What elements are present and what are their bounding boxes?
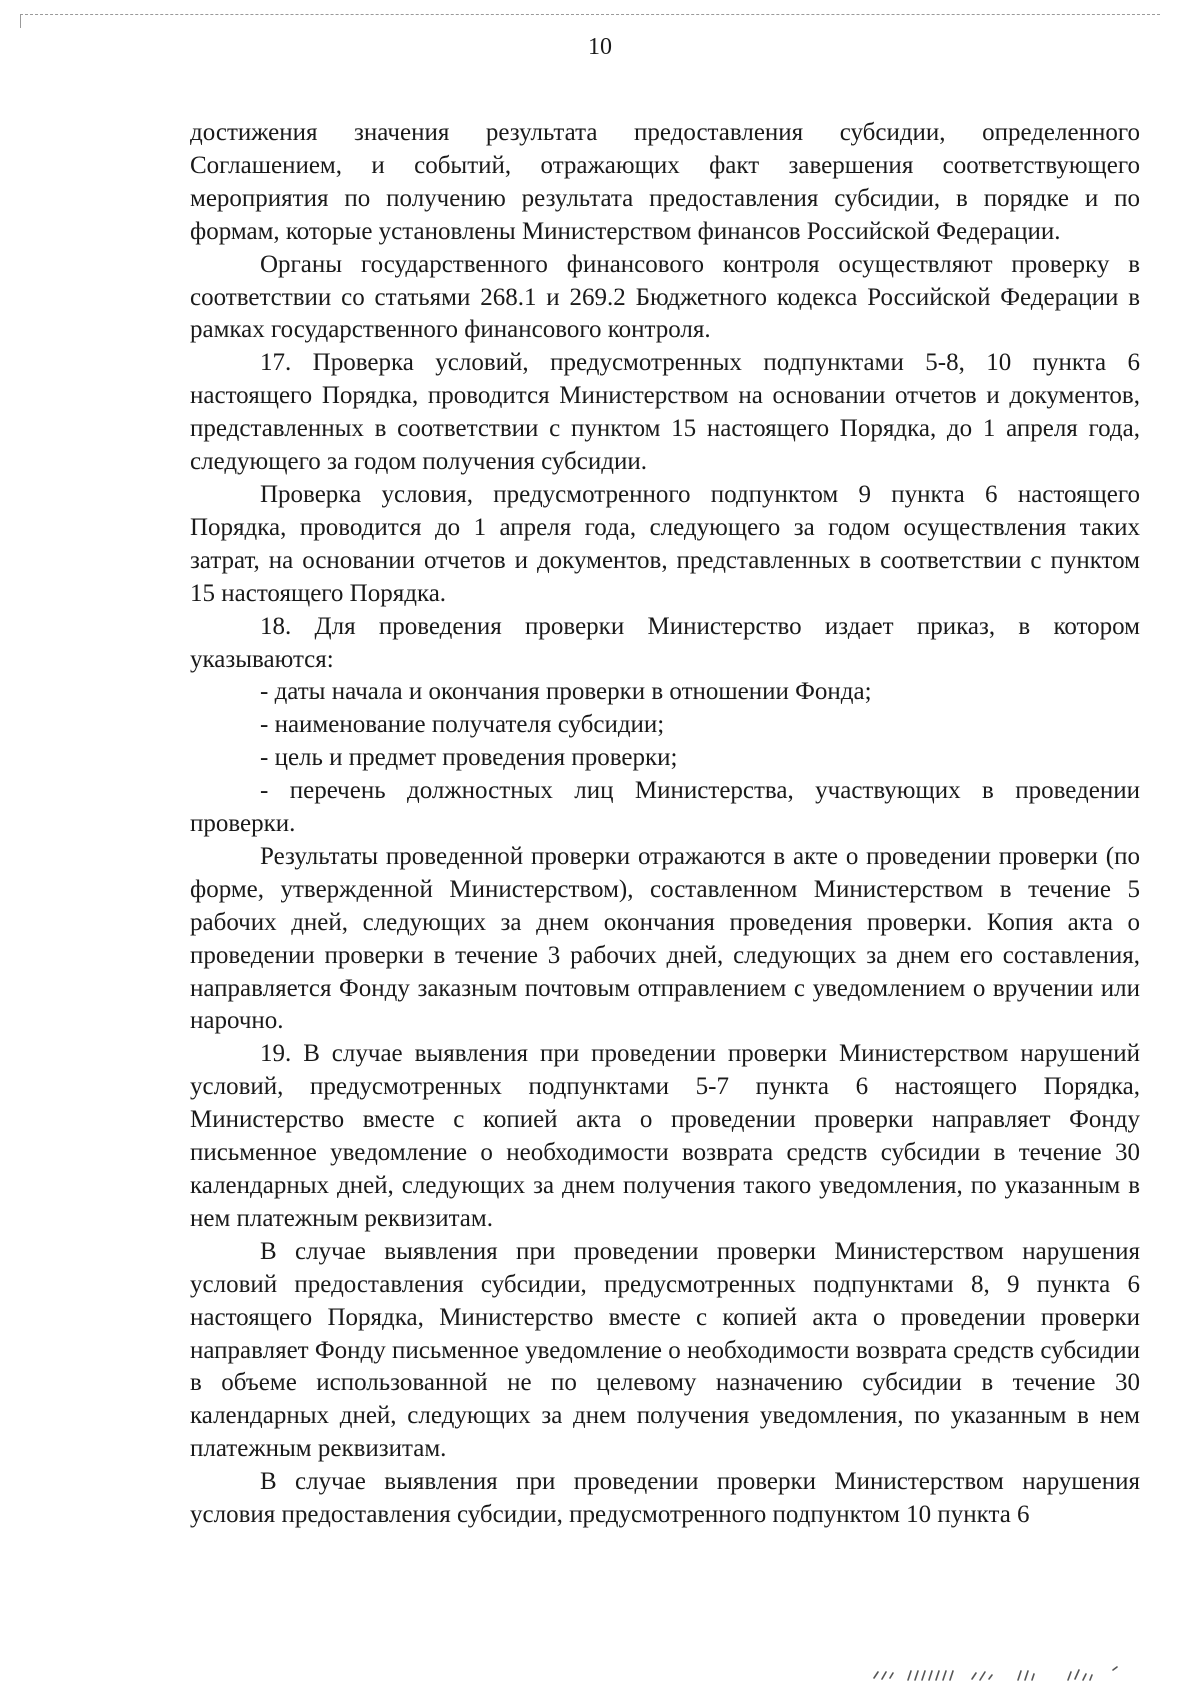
paragraph-19-violation-10: В случае выявления при проведении проверки Министерством нарушения условия предоставления субсидии, предусмотренного подпунктом 10 пункта 6 (190, 1468, 1140, 1529)
paragraph-control-bodies: Органы государственного финансового контроля осуществляют проверку в соответствии со статьями 268.1 и 269.2 Бюджетного кодекса Российской Федерации в рамках государственного финансового контроля. (190, 250, 1140, 344)
paragraph-continuation: достижения значения результата предоставления субсидии, определенного Соглашением, и событий, отражающих факт завершения соответствующего мероприятия по получению результата предоставления субсидии, в порядке и по формам, которые установлены Министерством финансов Российской Федерации. (190, 119, 1140, 245)
list-item-dates: - даты начала и окончания проверки в отношении Фонда; (260, 678, 872, 706)
paragraph-19-violations-8-9: В случае выявления при проведении проверки Министерством нарушения условий предоставления субсидии, предусмотренных подпунктами 8, 9 пункта 6 настоящего Порядка, Министерство вместе с копией акта о проведении проверки направляет Фонду письменное уведомление о необходимости возврата средств субсидии в объеме использованной не по целевому назначению субсидии в течение 30 календарных дней, следующих за днем получения уведомления, по указанным в нем платежным реквизитам. (190, 1237, 1140, 1463)
handwritten-mark (868, 1658, 1138, 1688)
list-item-officials: - перечень должностных лиц Министерства, участвующих в проведении проверки. (190, 777, 1140, 838)
paragraph-17: 17. Проверка условий, предусмотренных подпунктами 5-8, 10 пункта 6 настоящего Порядка, проводится Министерством на основании отчетов и документов, представленных в соответствии с пунктом 15 настоящего Порядка, до 1 апреля года, следующего за годом получения субсидии. (190, 349, 1140, 476)
paragraph-results: Результаты проведенной проверки отражаются в акте о проведении проверки (по форме, утвержденной Министерством), составленном Министерством в течение 5 рабочих дней, следующих за днем окончания проведения проверки. Копия акта о проведении проверки в течение 3 рабочих дней, следующих за днем его составления, направляется Фонду заказным почтовым отправлением с уведомлением о вручении или нарочно. (190, 842, 1140, 1035)
list-item-recipient: - наименование получателя субсидии; (260, 711, 665, 739)
scan-edge-line (20, 14, 1160, 15)
paragraph-18: 18. Для проведения проверки Министерство издает приказ, в котором указываются: (190, 612, 1140, 673)
page-number: 10 (588, 34, 612, 60)
paragraph-17-condition-9: Проверка условия, предусмотренного подпунктом 9 пункта 6 настоящего Порядка, проводится до 1 апреля года, следующего за годом осуществления таких затрат, на основании отчетов и документов, представленных в соответствии с пунктом 15 настоящего Порядка. (190, 480, 1140, 607)
scan-edge-tick (20, 14, 21, 28)
paragraph-19: 19. В случае выявления при проведении проверки Министерством нарушений условий, предусмотренных подпунктами 5-7 пункта 6 настоящего Порядка, Министерство вместе с копией акта о проведении проверки направляет Фонду письменное уведомление о необходимости возврата средств субсидии в течение 30 календарных дней, следующих за днем получения такого уведомления, по указанным в нем платежным реквизитам. (190, 1040, 1140, 1232)
page-body (190, 117, 1140, 1532)
list-item-purpose: - цель и предмет проведения проверки; (260, 744, 678, 772)
